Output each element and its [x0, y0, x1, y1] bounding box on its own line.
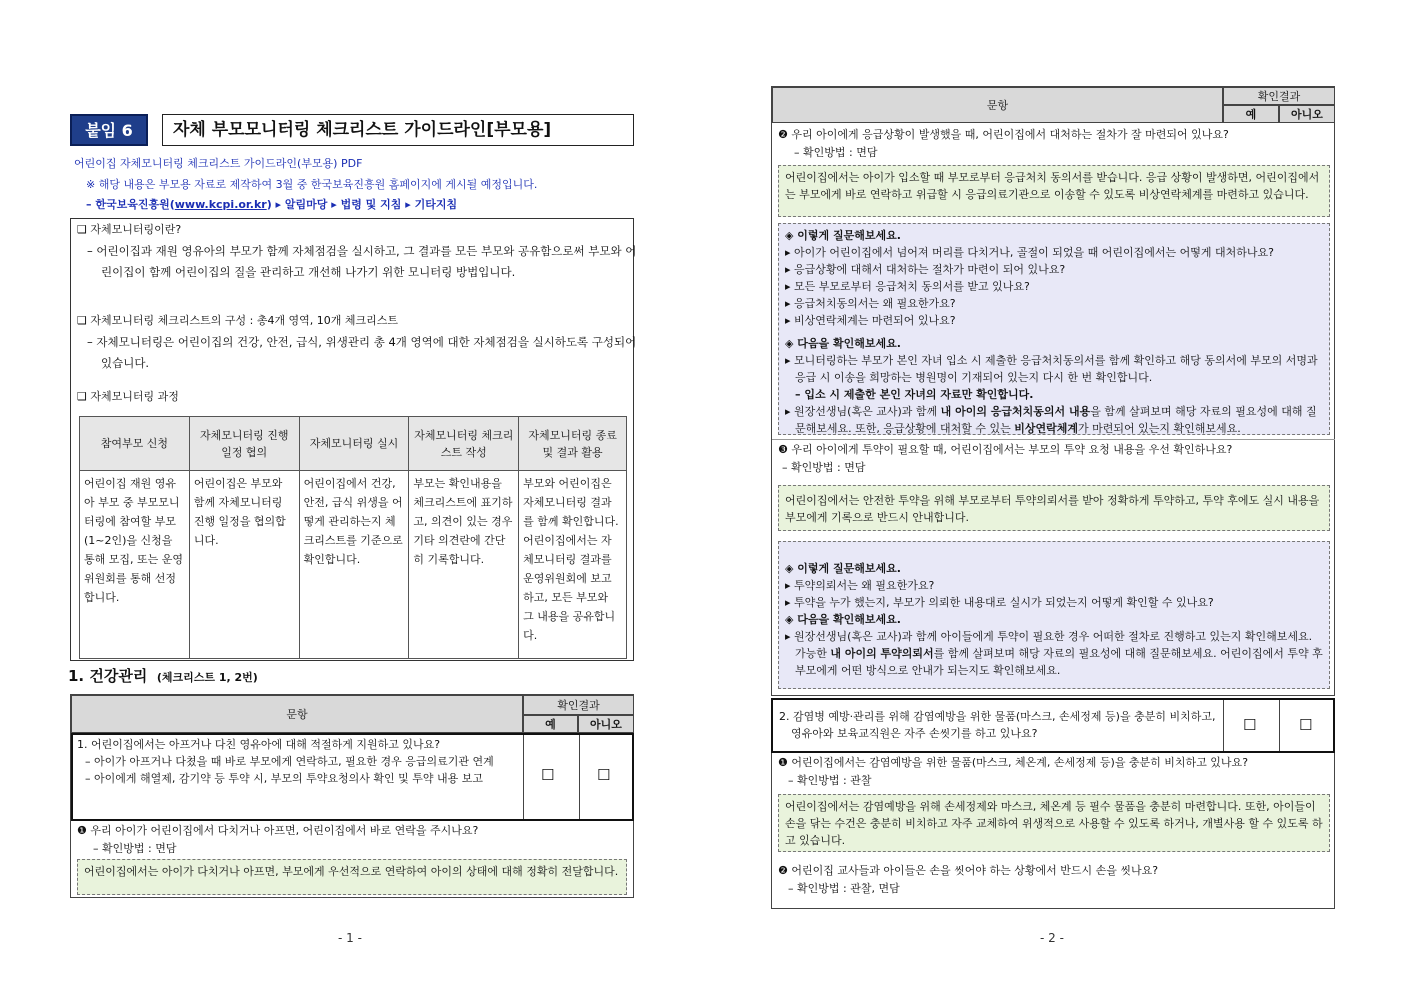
intro-frame — [70, 218, 637, 661]
sub5-question: ❷ 어린이집 교사들과 아이들은 손을 씻어야 하는 상황에서 반드시 손을 씻나요? — [778, 864, 1159, 877]
section-heading — [68, 666, 258, 688]
sub3-answer-box: 어린이집에서는 안전한 투약을 위해 부모로부터 투약의뢰서를 받아 정확하게 투약하고, 투약 후에도 실시 내용을 부모에게 기록으로 반드시 안내합니다. — [778, 485, 1330, 531]
yes-header: 예 — [523, 715, 578, 733]
q1-item-1: – 아이가 아프거나 다쳤을 때 바로 부모에게 연락하고, 필요한 경우 응급의료기관 연계 — [85, 755, 494, 768]
q2-text: 2. 감염병 예방·관리를 위해 감염예방을 위한 물품(마스크, 손세정제 등)을 충분히 비치하고, 영유아와 보육교직원은 자주 손씻기를 하고 있나요? — [779, 710, 1216, 740]
question-header: 문항 — [71, 695, 523, 733]
q1-row — [71, 733, 634, 821]
sub2-check-item-2 — [785, 403, 1323, 437]
sub2-method: – 확인방법 : 면담 — [794, 146, 878, 159]
site-path-prefix: – 한국보육진흥원( — [86, 198, 175, 211]
s3-heading: ❑ 자체모니터링 과정 — [77, 390, 179, 403]
sub2-ask-item-4: ▸ 응급처치동의서는 왜 필요한가요? — [785, 297, 956, 310]
sub3-method: – 확인방법 : 면담 — [782, 461, 866, 474]
q2-detail-frame — [771, 753, 1335, 909]
sub2-guide-box — [778, 223, 1330, 435]
sub1-method: – 확인방법 : 면담 — [93, 842, 177, 855]
process-header-3: 자체모니터링 실시 — [299, 417, 409, 471]
process-header-4: 자체모니터링 체크리스트 작성 — [409, 417, 519, 471]
process-cell-5: 부모와 어린이집은 자체모니터링 결과를 함께 확인합니다. 어린이집에서는 자체모니터링 결과를 운영위원회에 보고하고, 모든 부모와 그 내용을 공유합니다. — [519, 471, 627, 659]
q2-yes-checkbox[interactable]: ☐ — [1243, 716, 1257, 734]
sub1-question: ❶ 우리 아이가 어린이집에서 다치거나 아프면, 어린이집에서 바로 연락을 주시나요? — [77, 824, 479, 837]
sub3-guide-box — [778, 541, 1330, 689]
q2-divider-2 — [1279, 700, 1280, 751]
q1-yes-checkbox[interactable]: ☐ — [541, 766, 555, 784]
sub3-ask-item-2: ▸ 투약을 누가 했는지, 부모가 의뢰한 내용대로 실시가 되었는지 어떻게 확인할 수 있나요? — [785, 596, 1214, 609]
sub3-check-item — [785, 628, 1323, 679]
sub1-answer-box: 어린이집에서는 아이가 다치거나 아프면, 부모에게 우선적으로 연락하여 아이의 상태에 대해 정확히 전달합니다. — [77, 859, 627, 895]
right-question-header: 문항 — [772, 87, 1223, 123]
sub3-check-b: 내 아이의 투약의뢰서 — [830, 647, 934, 660]
process-header-2: 자체모니터링 진행 일정 협의 — [189, 417, 299, 471]
result-header: 확인결과 — [523, 695, 634, 715]
sub2-check-2d: 비상연락체계 — [1014, 422, 1079, 435]
site-path — [86, 197, 457, 213]
process-cell-3: 어린이집에서 건강, 안전, 급식 위생을 어떻게 관리하는지 체크리스트를 기준으로 확인합니다. — [299, 471, 409, 659]
sub2-check-item-1: ▸ 모니터링하는 부모가 본인 자녀 입소 시 제출한 응급처치동의서를 함께 확인하고 해당 동의서에 부모의 서명과 응급 시 이송을 희망하는 병원명이 기재되어 있는지 다시 한 번 확인합니다. — [785, 354, 1318, 384]
sub2-check-2a: ▸ 원장선생님(혹은 교사)과 함께 — [785, 405, 941, 418]
process-table — [79, 416, 627, 659]
s1-heading: ❑ 자체모니터링이란? — [77, 223, 182, 236]
sub2-check-item-1-bold: – 입소 시 제출한 본인 자녀의 자료만 확인합니다. — [795, 388, 1034, 401]
right-result-header: 확인결과 — [1223, 87, 1335, 105]
sub4-answer-box: 어린이집에서는 감염예방을 위해 손세정제와 마스크, 체온계 등 필수 물품을 충분히 마련합니다. 또한, 아이들이 손을 닦는 수건은 충분히 비치하고 자주 교체하여 위생적으로 사용할 수 있도록 하거나, 개별사용 할 수 있도록 하고 있습니다. — [778, 794, 1330, 852]
sub2-question: ❷ 우리 아이에게 응급상황이 발생했을 때, 어린이집에서 대처하는 절차가 잘 마련되어 있나요? — [778, 128, 1229, 141]
sub2-ask-item-1: ▸ 아이가 어린이집에서 넘어져 머리를 다치거나, 골절이 되었을 때 어린이집에서는 어떻게 대처하나요? — [785, 246, 1274, 259]
divider — [772, 439, 1335, 440]
site-path-suffix: ) ▸ 알림마당 ▸ 법령 및 지침 ▸ 기타지침 — [266, 198, 458, 211]
q2-no-checkbox[interactable]: ☐ — [1299, 716, 1313, 734]
process-cell-2: 어린이집은 부모와 함께 자체모니터링 진행 일정을 협의합니다. — [189, 471, 299, 659]
sub4-method: – 확인방법 : 관찰 — [788, 774, 872, 787]
page-title: 자체 부모모니터링 체크리스트 가이드라인[부모용] — [162, 114, 634, 146]
left-question-table — [70, 694, 634, 898]
q1-text — [77, 736, 517, 787]
s2-body: – 자체모니터링은 어린이집의 건강, 안전, 급식, 위생관리 총 4개 영역에 대한 자체점검을 실시하도록 구성되어 있습니다. — [87, 335, 637, 370]
q1-divider-1 — [523, 735, 524, 819]
right-question-table — [771, 86, 1335, 696]
s2-heading: ❑ 자체모니터링 체크리스트의 구성 : 총4개 영역, 10개 체크리스트 — [77, 314, 399, 327]
process-body-row — [80, 471, 627, 659]
process-cell-4: 부모는 확인내용을 체크리스트에 표기하고, 의견이 있는 경우 기타 의견란에 간단히 기록합니다. — [409, 471, 519, 659]
process-header-row — [80, 417, 627, 471]
site-link[interactable]: www.kcpi.or.kr — [174, 198, 267, 211]
right-yes-header: 예 — [1223, 105, 1279, 123]
page-number-2: - 2 - — [1040, 931, 1064, 945]
process-cell-1: 어린이집 재원 영유아 부모 중 부모모니터링에 참여할 부모(1~2인)을 신청을 통해 모집, 또는 운영위원회를 통해 선정합니다. — [80, 471, 190, 659]
q1-no-checkbox[interactable]: ☐ — [597, 766, 611, 784]
q2-row — [771, 698, 1335, 753]
publication-note: ※ 해당 내용은 부모용 자료로 제작하여 3월 중 한국보육진흥원 홈페이지에 게시될 예정입니다. — [86, 178, 538, 191]
sub2-check-2e: 가 마련되어 있는지 확인해보세요. — [1078, 422, 1241, 435]
pdf-subtitle: 어린이집 자체모니터링 체크리스트 가이드라인(부모용) PDF — [74, 157, 363, 170]
sub4-question: ❶ 어린이집에서는 감염예방을 위한 물품(마스크, 체온계, 손세정제 등)을 충분히 비치하고 있나요? — [778, 756, 1249, 769]
attachment-badge: 붙임 6 — [70, 114, 148, 146]
q1-divider-2 — [579, 735, 580, 819]
sub5-method: – 확인방법 : 관찰, 면담 — [788, 882, 900, 895]
page-number-1: - 1 - — [338, 931, 362, 945]
sub3-check-title: ◈ 다음을 확인해보세요. — [785, 613, 901, 626]
sub2-check-2b: 내 아이의 응급처치동의서 내용 — [940, 405, 1091, 418]
sub2-ask-item-5: ▸ 비상연락체계는 마련되어 있나요? — [785, 314, 956, 327]
q1-item-2: – 아이에게 해열제, 감기약 등 투약 시, 부모의 투약요청의사 확인 및 투약 내용 보고 — [85, 772, 483, 785]
sub3-check-c: 를 함께 살펴보며 해당 자료의 필요성에 대해 질문해보세요. 어린이집에서 투약 후 부모에게 어떤 방식으로 안내가 되는지도 확인해보세요. — [795, 647, 1323, 677]
section1-subtitle: (체크리스트 1, 2번) — [156, 671, 258, 684]
sub2-ask-item-2: ▸ 응급상황에 대해서 대처하는 절차가 마련이 되어 있나요? — [785, 263, 1066, 276]
process-header-5: 자체모니터링 종료 및 결과 활용 — [519, 417, 627, 471]
sub2-ask-title: ◈ 이렇게 질문해보세요. — [785, 229, 901, 242]
sub2-check-title: ◈ 다음을 확인해보세요. — [785, 337, 901, 350]
no-header: 아니오 — [578, 715, 634, 733]
sub2-check-2c: 을 함께 살펴보며 해당 자료의 필요성에 대해 질문해보세요. 또한, 응급상황에 대처할 수 있는 — [795, 405, 1317, 435]
sub2-answer-box: 어린이집에서는 아이가 입소할 때 부모로부터 응급처치 동의서를 받습니다. 응급 상황이 발생하면, 어린이집에서는 부모에게 바로 연락하고 위급할 시 응급의료기관으로 이송할 수 있도록 비상연락체계를 마련하고 있습니다. — [778, 165, 1330, 217]
q1-title: 1. 어린이집에서는 아프거나 다친 영유아에 대해 적절하게 지원하고 있나요? — [77, 738, 441, 751]
sub3-ask-item-1: ▸ 투약의뢰서는 왜 필요한가요? — [785, 579, 935, 592]
sub3-ask-title: ◈ 이렇게 질문해보세요. — [785, 562, 901, 575]
sub3-question: ❸ 우리 아이에게 투약이 필요할 때, 어린이집에서는 부모의 투약 요청 내용을 우선 확인하나요? — [778, 443, 1233, 456]
process-header-1: 참여부모 신청 — [80, 417, 190, 471]
s1-body: – 어린이집과 재원 영유아의 부모가 함께 자체점검을 실시하고, 그 결과를 모든 부모와 공유함으로써 부모와 어린이집이 함께 어린이집의 질을 관리하고 개선해 나가기 위한 모니터링 방법입니다. — [87, 244, 637, 279]
sub2-ask-item-3: ▸ 모든 부모로부터 응급처치 동의서를 받고 있나요? — [785, 280, 1030, 293]
right-no-header: 아니오 — [1279, 105, 1335, 123]
sub3-check-a: ▸ 원장선생님(혹은 교사)과 함께 아이들에게 투약이 필요한 경우 어떠한 절차로 진행하고 있는지 확인해보세요. 가능한 — [785, 630, 1313, 660]
section1-title: 1. 건강관리 — [68, 667, 148, 685]
q2-divider-1 — [1223, 700, 1224, 751]
